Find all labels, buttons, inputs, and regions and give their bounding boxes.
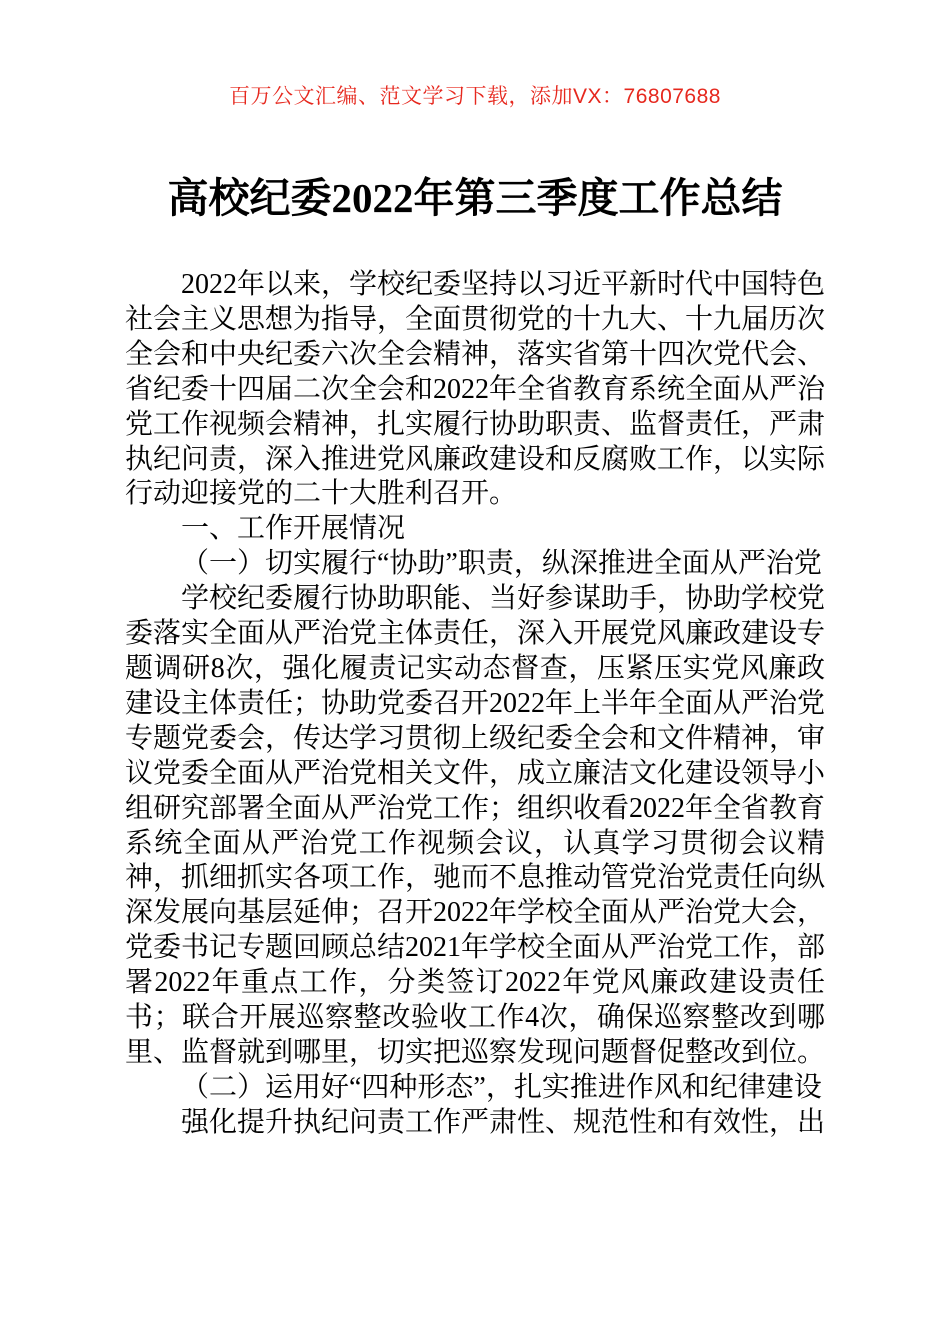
paragraph: 2022年以来，学校纪委坚持以习近平新时代中国特色社会主义思想为指导，全面贯彻党的十九大、十九届历次全会和中央纪委六次全会精神，落实省第十四次党代会、省纪委十四届二次全会和2022年全省教育系统全面从严治党工作视频会精神，扎实履行协助职责、监督责任，严肃执纪问责，深入推进党风廉政建设和反腐败工作，以实际行动迎接党的二十大胜利召开。 [125,269,826,510]
promo-banner: 百万公文汇编、范文学习下载，添加VX：76807688 [229,85,721,108]
section-heading: 一、工作开展情况 [181,513,406,545]
paragraph: 强化提升执纪问责工作严肃性、规范性和有效性，出 [181,1106,826,1138]
document-title: 高校纪委2022年第三季度工作总结 [167,175,783,221]
paragraph: 学校纪委履行协助职能、当好参谋助手，协助学校党委落实全面从严治党主体责任，深入开展党风廉政建设专题调研8次，强化履责记实动态督查，压紧压实党风廉政建设主体责任；协助党委召开2022年上半年全面从严治党专题党委会，传达学习贯彻上级纪委全会和文件精神，审议党委全面从严治党相关文件，成立廉洁文化建设领导小组研究部署全面从严治党工作；组织收看2022年全省教育系统全面从严治党工作视频会议，认真学习贯彻会议精神，抓细抓实各项工作，驰而不息推动管党治党责任向纵深发展向基层延伸；召开2022年学校全面从严治党大会，党委书记专题回顾总结2021年学校全面从严治党工作，部署2022年重点工作，分类签订2022年党风廉政建设责任书；联合开展巡察整改验收工作4次，确保巡察整改到哪里、监督就到哪里，切实把巡察发现问题督促整改到位。 [125,583,826,1068]
section-heading: （二）运用好“四种形态”，扎实推进作风和纪律建设 [181,1071,822,1103]
section-heading: （一）切实履行“协助”职责，纵深推进全面从严治党 [181,548,822,580]
document-body [125,268,825,1141]
